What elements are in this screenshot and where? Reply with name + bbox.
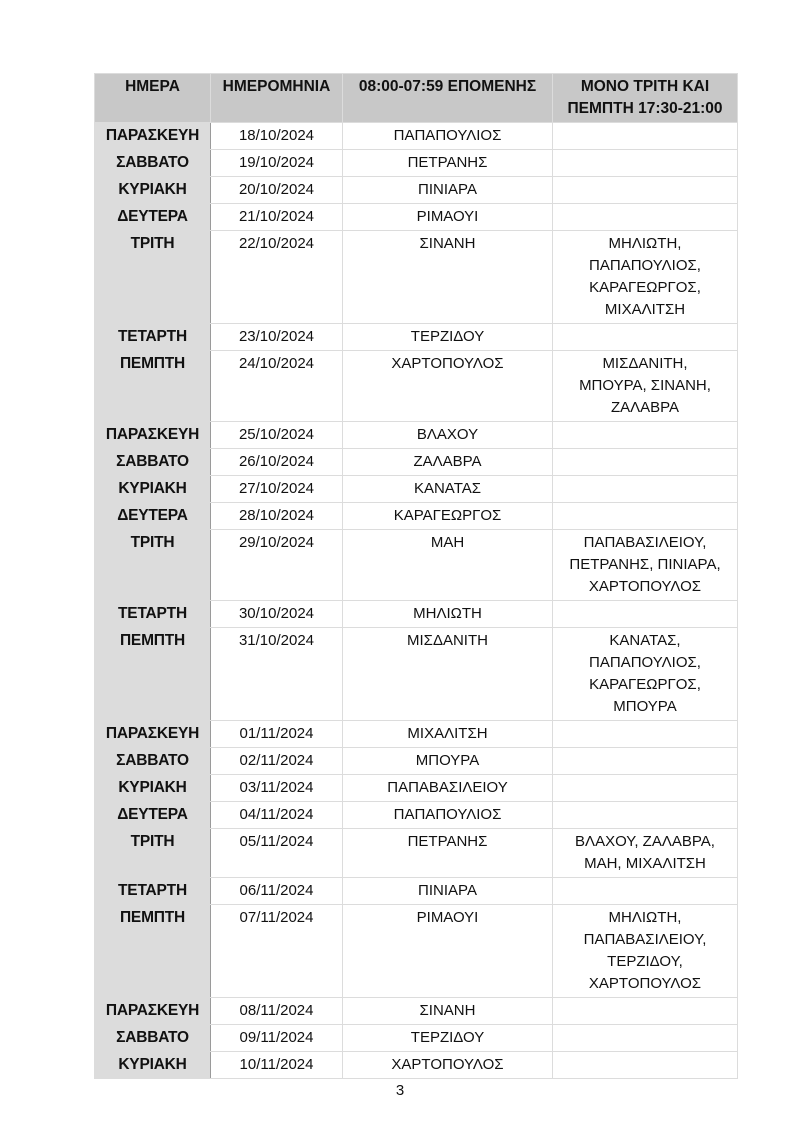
cell-day: ΠΑΡΑΣΚΕΥΗ <box>95 123 211 150</box>
table-row <box>95 150 738 177</box>
table-row <box>95 829 738 878</box>
cell-day: ΤΕΤΑΡΤΗ <box>95 324 211 351</box>
header-extra-line2: ΠΕΜΠΤΗ 17:30-21:00 <box>567 100 723 117</box>
cell-shift: ΜΠΟΥΡΑ <box>343 748 553 775</box>
extra-name-line: ΠΕΤΡΑΝΗΣ, ΠΙΝΙΑΡΑ, <box>569 556 721 573</box>
cell-date: 25/10/2024 <box>211 422 343 449</box>
cell-date: 28/10/2024 <box>211 503 343 530</box>
cell-extra <box>553 503 738 530</box>
table-row <box>95 721 738 748</box>
cell-date: 30/10/2024 <box>211 601 343 628</box>
header-extra-line1: ΜΟΝΟ ΤΡΙΤΗ ΚΑΙ <box>580 78 710 95</box>
cell-day: ΠΑΡΑΣΚΕΥΗ <box>95 721 211 748</box>
cell-shift: ΚΑΡΑΓΕΩΡΓΟΣ <box>343 503 553 530</box>
cell-day: ΤΡΙΤΗ <box>95 829 211 878</box>
header-shift: 08:00-07:59 ΕΠΟΜΕΝΗΣ <box>343 74 553 123</box>
header-extra <box>553 74 738 123</box>
cell-shift: ΜΑΗ <box>343 530 553 601</box>
extra-name-line: ΧΑΡΤΟΠΟΥΛΟΣ <box>588 578 702 595</box>
cell-shift: ΠΕΤΡΑΝΗΣ <box>343 150 553 177</box>
table-row <box>95 123 738 150</box>
cell-extra <box>553 150 738 177</box>
cell-extra <box>553 601 738 628</box>
table-row <box>95 530 738 601</box>
cell-shift: ΜΗΛΙΩΤΗ <box>343 601 553 628</box>
cell-shift: ΠΙΝΙΑΡΑ <box>343 177 553 204</box>
cell-day: ΠΕΜΠΤΗ <box>95 628 211 721</box>
extra-name-line: ΒΛΑΧΟΥ, ΖΑΛΑΒΡΑ, <box>575 833 715 850</box>
header-date: ΗΜΕΡΟΜΗΝΙΑ <box>211 74 343 123</box>
cell-date: 03/11/2024 <box>211 775 343 802</box>
cell-day: ΚΥΡΙΑΚΗ <box>95 1052 211 1079</box>
cell-date: 01/11/2024 <box>211 721 343 748</box>
cell-extra <box>553 351 738 422</box>
cell-date: 18/10/2024 <box>211 123 343 150</box>
cell-day: ΣΑΒΒΑΤΟ <box>95 449 211 476</box>
cell-day: ΤΕΤΑΡΤΗ <box>95 878 211 905</box>
extra-name-line: ΜΠΟΥΡΑ <box>613 698 677 715</box>
cell-date: 02/11/2024 <box>211 748 343 775</box>
extra-name-line: ΚΑΡΑΓΕΩΡΓΟΣ, <box>589 676 701 693</box>
cell-day: ΣΑΒΒΑΤΟ <box>95 1025 211 1052</box>
cell-shift: ΡΙΜΑΟΥΙ <box>343 905 553 998</box>
cell-date: 22/10/2024 <box>211 231 343 324</box>
extra-name-line: ΜΙΧΑΛΙΤΣΗ <box>604 301 686 318</box>
cell-date: 19/10/2024 <box>211 150 343 177</box>
table-row <box>95 1052 738 1079</box>
cell-extra <box>553 422 738 449</box>
extra-name-line: ΜΠΟΥΡΑ, ΣΙΝΑΝΗ, <box>579 377 711 394</box>
cell-shift: ΠΑΠΑΠΟΥΛΙΟΣ <box>343 123 553 150</box>
cell-day: ΠΑΡΑΣΚΕΥΗ <box>95 998 211 1025</box>
table-row <box>95 422 738 449</box>
cell-shift: ΜΙΧΑΛΙΤΣΗ <box>343 721 553 748</box>
cell-day: ΤΡΙΤΗ <box>95 231 211 324</box>
cell-date: 04/11/2024 <box>211 802 343 829</box>
header-row <box>95 74 738 123</box>
cell-extra <box>553 628 738 721</box>
extra-name-line: ΚΑΝΑΤΑΣ, <box>609 632 681 649</box>
cell-shift: ΠΙΝΙΑΡΑ <box>343 878 553 905</box>
cell-shift: ΒΛΑΧΟΥ <box>343 422 553 449</box>
extra-name-line: ΤΕΡΖΙΔΟΥ, <box>607 953 683 970</box>
table-row <box>95 204 738 231</box>
table-row <box>95 601 738 628</box>
cell-date: 08/11/2024 <box>211 998 343 1025</box>
table-row <box>95 476 738 503</box>
cell-shift: ΠΕΤΡΑΝΗΣ <box>343 829 553 878</box>
cell-shift: ΧΑΡΤΟΠΟΥΛΟΣ <box>343 351 553 422</box>
cell-day: ΠΑΡΑΣΚΕΥΗ <box>95 422 211 449</box>
cell-shift: ΤΕΡΖΙΔΟΥ <box>343 1025 553 1052</box>
cell-shift: ΤΕΡΖΙΔΟΥ <box>343 324 553 351</box>
extra-name-line: ΠΑΠΑΒΑΣΙΛΕΙΟΥ, <box>583 534 707 551</box>
table-row <box>95 351 738 422</box>
cell-extra <box>553 476 738 503</box>
cell-day: ΣΑΒΒΑΤΟ <box>95 748 211 775</box>
table-row <box>95 775 738 802</box>
cell-day: ΔΕΥΤΕΡΑ <box>95 802 211 829</box>
cell-day: ΚΥΡΙΑΚΗ <box>95 476 211 503</box>
cell-date: 10/11/2024 <box>211 1052 343 1079</box>
cell-extra <box>553 530 738 601</box>
extra-name-line: ΜΗΛΙΩΤΗ, <box>608 909 682 926</box>
cell-extra <box>553 829 738 878</box>
cell-day: ΠΕΜΠΤΗ <box>95 351 211 422</box>
table-row <box>95 905 738 998</box>
table-row <box>95 1025 738 1052</box>
cell-date: 24/10/2024 <box>211 351 343 422</box>
extra-name-line: ΚΑΡΑΓΕΩΡΓΟΣ, <box>589 279 701 296</box>
cell-day: ΔΕΥΤΕΡΑ <box>95 204 211 231</box>
table-row <box>95 998 738 1025</box>
cell-extra <box>553 1052 738 1079</box>
table-row <box>95 802 738 829</box>
table-row <box>95 177 738 204</box>
extra-name-line: ΜΙΣΔΑΝΙΤΗ, <box>602 355 688 372</box>
page-number: 3 <box>395 1082 405 1099</box>
header-day: ΗΜΕΡΑ <box>95 74 211 123</box>
cell-date: 21/10/2024 <box>211 204 343 231</box>
extra-name-line: ΠΑΠΑΠΟΥΛΙΟΣ, <box>589 257 701 274</box>
table-row <box>95 748 738 775</box>
cell-day: ΔΕΥΤΕΡΑ <box>95 503 211 530</box>
table-row <box>95 628 738 721</box>
cell-date: 20/10/2024 <box>211 177 343 204</box>
cell-extra <box>553 802 738 829</box>
cell-date: 26/10/2024 <box>211 449 343 476</box>
cell-extra <box>553 721 738 748</box>
cell-extra <box>553 231 738 324</box>
cell-shift: ΧΑΡΤΟΠΟΥΛΟΣ <box>343 1052 553 1079</box>
table-row <box>95 231 738 324</box>
cell-date: 29/10/2024 <box>211 530 343 601</box>
cell-shift: ΜΙΣΔΑΝΙΤΗ <box>343 628 553 721</box>
cell-extra <box>553 775 738 802</box>
cell-shift: ΖΑΛΑΒΡΑ <box>343 449 553 476</box>
cell-day: ΤΡΙΤΗ <box>95 530 211 601</box>
cell-extra <box>553 905 738 998</box>
cell-extra <box>553 1025 738 1052</box>
cell-extra <box>553 177 738 204</box>
cell-date: 27/10/2024 <box>211 476 343 503</box>
duty-schedule-table <box>94 73 738 1079</box>
cell-extra <box>553 204 738 231</box>
table-row <box>95 449 738 476</box>
cell-extra <box>553 123 738 150</box>
table-row <box>95 878 738 905</box>
cell-day: ΚΥΡΙΑΚΗ <box>95 177 211 204</box>
cell-shift: ΠΑΠΑΒΑΣΙΛΕΙΟΥ <box>343 775 553 802</box>
cell-day: ΤΕΤΑΡΤΗ <box>95 601 211 628</box>
cell-shift: ΣΙΝΑΝΗ <box>343 231 553 324</box>
extra-name-line: ΖΑΛΑΒΡΑ <box>610 399 680 416</box>
extra-name-line: ΠΑΠΑΠΟΥΛΙΟΣ, <box>589 654 701 671</box>
cell-date: 31/10/2024 <box>211 628 343 721</box>
extra-name-line: ΧΑΡΤΟΠΟΥΛΟΣ <box>588 975 702 992</box>
cell-date: 07/11/2024 <box>211 905 343 998</box>
cell-date: 23/10/2024 <box>211 324 343 351</box>
cell-shift: ΡΙΜΑΟΥΙ <box>343 204 553 231</box>
extra-name-line: ΜΗΛΙΩΤΗ, <box>608 235 682 252</box>
cell-shift: ΠΑΠΑΠΟΥΛΙΟΣ <box>343 802 553 829</box>
cell-shift: ΣΙΝΑΝΗ <box>343 998 553 1025</box>
extra-name-line: ΠΑΠΑΒΑΣΙΛΕΙΟΥ, <box>583 931 707 948</box>
cell-shift: ΚΑΝΑΤΑΣ <box>343 476 553 503</box>
cell-extra <box>553 324 738 351</box>
extra-name-line: ΜΑΗ, ΜΙΧΑΛΙΤΣΗ <box>584 855 706 872</box>
cell-day: ΚΥΡΙΑΚΗ <box>95 775 211 802</box>
cell-day: ΣΑΒΒΑΤΟ <box>95 150 211 177</box>
table-body <box>95 123 738 1079</box>
cell-date: 09/11/2024 <box>211 1025 343 1052</box>
cell-extra <box>553 878 738 905</box>
cell-date: 05/11/2024 <box>211 829 343 878</box>
cell-extra <box>553 748 738 775</box>
cell-day: ΠΕΜΠΤΗ <box>95 905 211 998</box>
table-row <box>95 503 738 530</box>
table-row <box>95 324 738 351</box>
cell-extra <box>553 449 738 476</box>
cell-extra <box>553 998 738 1025</box>
cell-date: 06/11/2024 <box>211 878 343 905</box>
